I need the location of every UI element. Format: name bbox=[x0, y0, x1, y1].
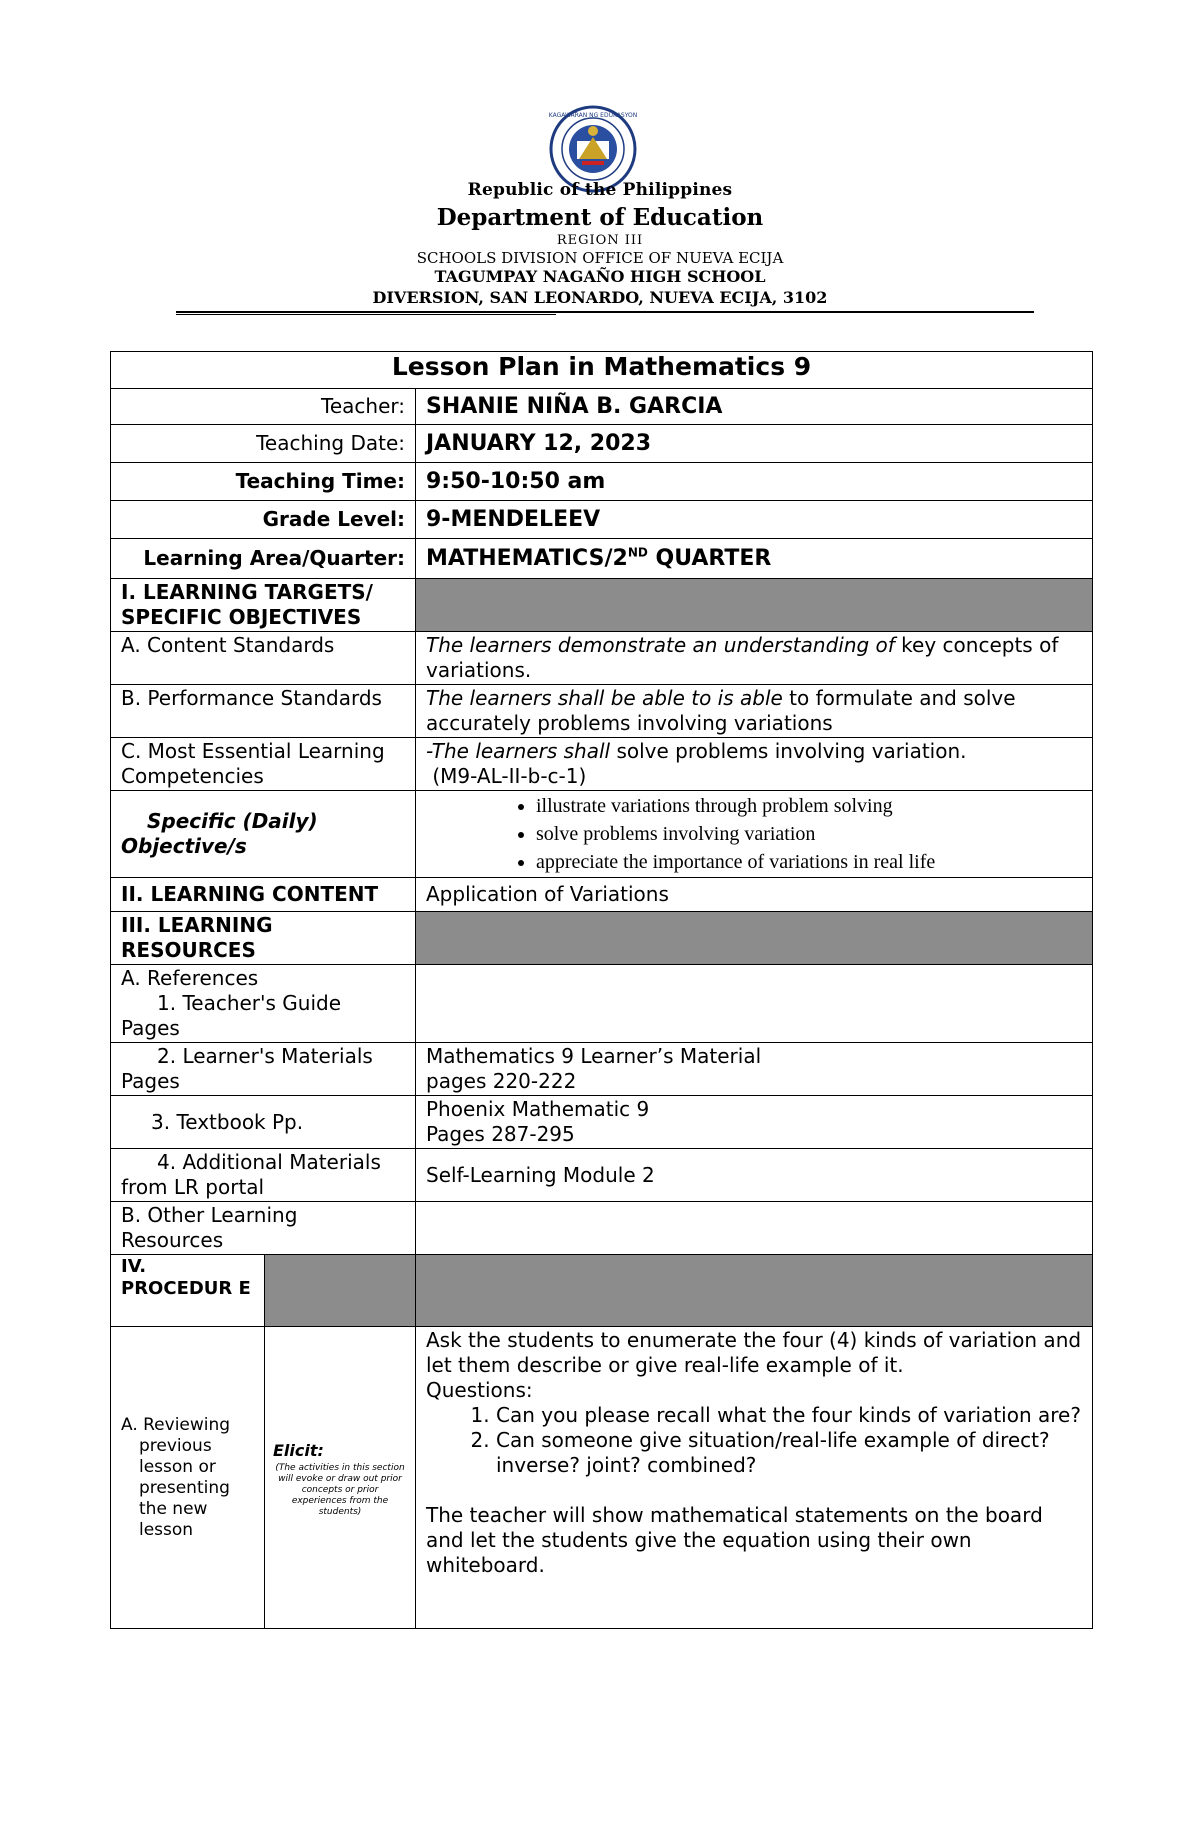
content-standards-label: A. Content Standards bbox=[111, 632, 416, 685]
performance-standards-value: The learners shall be able to is able to formulate and solve accurately problems involving variations bbox=[416, 685, 1093, 738]
activity-intro: Ask the students to enumerate the four (4) kinds of variation and let them describe or give real-life example of it. bbox=[426, 1328, 1082, 1377]
elicit-note: (The activities in this section will evoke or draw out prior concepts or prior experiences from the students) bbox=[275, 1463, 405, 1517]
review-activity-label: A. Reviewing previous lesson or presenting the new lesson bbox=[111, 1327, 265, 1629]
teacher-value: SHANIE NIÑA B. GARCIA bbox=[416, 389, 1093, 425]
resources-heading: III. LEARNING RESOURCES bbox=[111, 912, 416, 965]
targets-shaded-cell bbox=[416, 579, 1093, 632]
time-label: Teaching Time: bbox=[111, 463, 416, 501]
learners-materials-value: Mathematics 9 Learner’s Material pages 220-222 bbox=[416, 1043, 1093, 1096]
references-value bbox=[416, 965, 1093, 1043]
date-label: Teaching Date: bbox=[111, 425, 416, 463]
school-address: DIVERSION, SAN LEONARDO, NUEVA ECIJA, 3102 bbox=[372, 288, 828, 307]
performance-standards-label: B. Performance Standards bbox=[111, 685, 416, 738]
textbook-value: Phoenix Mathematic 9 Pages 287-295 bbox=[416, 1096, 1093, 1149]
department-line: Department of Education bbox=[436, 204, 764, 231]
procedure-heading: IV. PROCEDUR E bbox=[111, 1255, 265, 1327]
grade-value: 9-MENDELEEV bbox=[416, 501, 1093, 539]
content-standards-value: The learners demonstrate an understanding of key concepts of variations. bbox=[416, 632, 1093, 685]
other-resources-label: B. Other Learning Resources bbox=[111, 1202, 416, 1255]
grade-label: Grade Level: bbox=[111, 501, 416, 539]
elicit-cell bbox=[265, 1327, 416, 1629]
elicit-title: Elicit: bbox=[273, 1441, 324, 1460]
resources-shaded-cell bbox=[416, 912, 1093, 965]
region-line: REGION III bbox=[556, 233, 644, 248]
melc-label: C. Most Essential Learning Competencies bbox=[111, 738, 416, 791]
review-activity-content bbox=[416, 1327, 1093, 1629]
area-label: Learning Area/Quarter: bbox=[111, 539, 416, 579]
date-value: JANUARY 12, 2023 bbox=[416, 425, 1093, 463]
additional-materials-label: 4. Additional Materials from LR portal bbox=[111, 1149, 416, 1202]
time-value: 9:50-10:50 am bbox=[416, 463, 1093, 501]
question-item: 1. Can you please recall what the four kinds of variation are? bbox=[496, 1403, 1082, 1428]
textbook-label: 3. Textbook Pp. bbox=[111, 1096, 416, 1149]
melc-value: -The learners shall solve problems involving variation. (M9-AL-II-b-c-1) bbox=[416, 738, 1093, 791]
lesson-plan-table bbox=[110, 351, 1093, 1629]
header-divider bbox=[176, 311, 1034, 313]
learners-materials-label: 2. Learner's Materials Pages bbox=[111, 1043, 416, 1096]
lesson-plan-title: Lesson Plan in Mathematics 9 bbox=[111, 352, 1093, 389]
references-label: A. References 1. Teacher's Guide Pages bbox=[111, 965, 416, 1043]
svg-text:KAGAWARAN NG EDUKASYON: KAGAWARAN NG EDUKASYON bbox=[549, 112, 637, 119]
division-line: SCHOOLS DIVISION OFFICE OF NUEVA ECIJA bbox=[416, 249, 784, 267]
additional-materials-value: Self-Learning Module 2 bbox=[416, 1149, 1093, 1202]
questions-label: Questions: bbox=[426, 1378, 533, 1402]
procedure-shaded-cell-1 bbox=[265, 1255, 416, 1327]
procedure-shaded-cell-2 bbox=[416, 1255, 1093, 1327]
header-divider-thin bbox=[176, 314, 556, 315]
teacher-label: Teacher: bbox=[111, 389, 416, 425]
area-value: MATHEMATICS/2ND QUARTER bbox=[416, 539, 1093, 579]
other-resources-value bbox=[416, 1202, 1093, 1255]
learning-content-value: Application of Variations bbox=[416, 878, 1093, 912]
learning-content-label: II. LEARNING CONTENT bbox=[111, 878, 416, 912]
objectives-list-cell bbox=[416, 791, 1093, 878]
objective-item: • appreciate the importance of variations in real life bbox=[536, 848, 1082, 876]
activity-closing: The teacher will show mathematical statements on the board and let the students give the equation using their own whiteboard. bbox=[426, 1503, 1043, 1577]
objectives-label: Specific (Daily) Objective/s bbox=[111, 791, 416, 878]
objective-item: • solve problems involving variation bbox=[536, 820, 1082, 848]
republic-line: Republic of the Philippines bbox=[467, 180, 733, 200]
objective-item: • illustrate variations through problem solving bbox=[536, 792, 1082, 820]
targets-heading: I. LEARNING TARGETS/ SPECIFIC OBJECTIVES bbox=[111, 579, 416, 632]
question-item: 2. Can someone give situation/real-life example of direct? inverse? joint? combined? bbox=[496, 1428, 1082, 1478]
school-name: TAGUMPAY NAGAÑO HIGH SCHOOL bbox=[434, 267, 766, 286]
